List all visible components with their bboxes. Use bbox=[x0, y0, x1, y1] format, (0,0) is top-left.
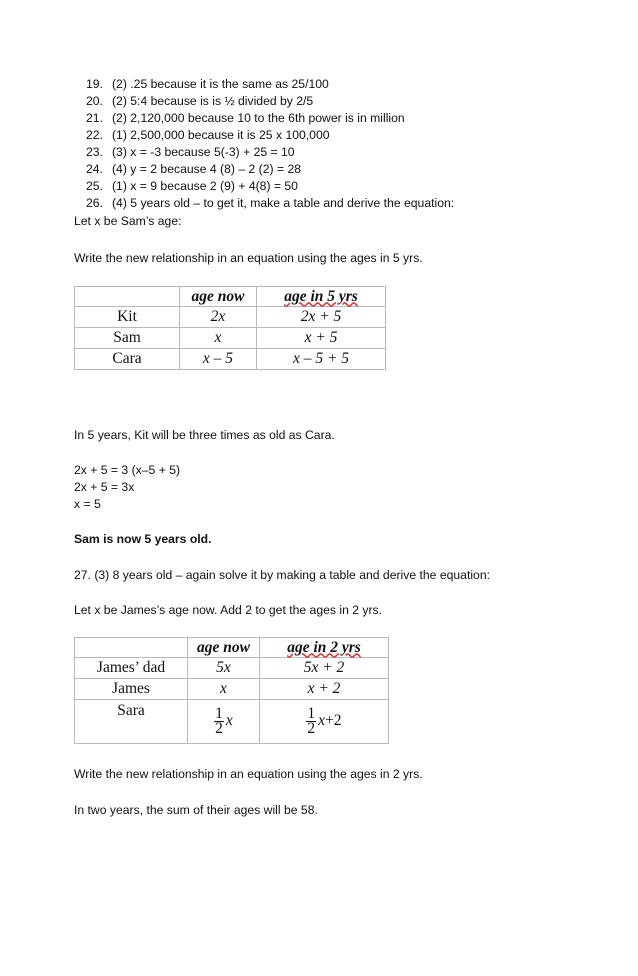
table-cell: x – 5 + 5 bbox=[257, 349, 386, 370]
table-header-row bbox=[75, 287, 386, 307]
paragraph-let-james: Let x be James’s age now. Add 2 to get the ages in 2 yrs. bbox=[74, 603, 383, 617]
plus-term: +2 bbox=[325, 712, 342, 730]
fraction-numerator: 1 bbox=[215, 705, 223, 722]
answer-text: (2) .25 because it is the same as 25/100 bbox=[112, 77, 329, 91]
table-cell: James’ dad bbox=[75, 658, 188, 679]
answer-number: 24. bbox=[86, 162, 103, 176]
answer-item bbox=[86, 127, 454, 144]
table-cell: Kit bbox=[75, 307, 180, 328]
table-header bbox=[260, 638, 389, 658]
paragraph-write-2yrs: Write the new relationship in an equation using the ages in 2 yrs. bbox=[74, 767, 423, 781]
answer-number: 26. bbox=[86, 196, 103, 210]
answer-item bbox=[86, 178, 454, 195]
answer-number: 21. bbox=[86, 111, 103, 125]
paragraph-let-sam: Let x be Sam’s age: bbox=[74, 214, 182, 228]
fraction-denominator: 2 bbox=[307, 720, 316, 737]
age-table-5yrs bbox=[74, 286, 386, 370]
table-cell: 5x + 2 bbox=[260, 658, 389, 679]
table-row bbox=[75, 328, 386, 349]
answer-item bbox=[86, 76, 454, 93]
table-cell bbox=[188, 700, 260, 744]
table-row bbox=[75, 349, 386, 370]
answer-list bbox=[86, 76, 454, 212]
table-cell: 2x bbox=[180, 307, 257, 328]
table-header: age now bbox=[188, 638, 260, 658]
age-table-2yrs bbox=[74, 637, 389, 744]
table-header bbox=[257, 287, 386, 307]
table-cell: x + 2 bbox=[260, 679, 389, 700]
sam-answer: Sam is now 5 years old. bbox=[74, 532, 212, 546]
table-header bbox=[75, 638, 188, 658]
answer-number: 19. bbox=[86, 77, 103, 91]
fraction-denominator: 2 bbox=[215, 720, 223, 737]
answer-text: (2) 5:4 because is is ½ divided by 2/5 bbox=[112, 94, 314, 108]
fraction bbox=[214, 707, 224, 736]
equation-line: x = 5 bbox=[74, 497, 101, 511]
table-row bbox=[75, 700, 389, 744]
table-header: age now bbox=[180, 287, 257, 307]
answer-number: 20. bbox=[86, 94, 103, 108]
table-cell: x bbox=[180, 328, 257, 349]
equation-line: 2x + 5 = 3 (x–5 + 5) bbox=[74, 463, 181, 477]
answer-text: (4) y = 2 because 4 (8) – 2 (2) = 28 bbox=[112, 162, 302, 176]
table-header bbox=[75, 287, 180, 307]
paragraph-sum: In two years, the sum of their ages will be 58. bbox=[74, 803, 318, 817]
variable: x bbox=[225, 712, 233, 730]
table-cell bbox=[260, 700, 389, 744]
answer-text: (1) 2,500,000 because it is 25 x 100,000 bbox=[112, 128, 330, 142]
answer-number: 22. bbox=[86, 128, 103, 142]
table-cell: Sara bbox=[75, 700, 188, 744]
table-cell: 2x + 5 bbox=[257, 307, 386, 328]
answer-text: (3) x = -3 because 5(-3) + 25 = 10 bbox=[112, 145, 295, 159]
fraction bbox=[306, 707, 316, 736]
answer-number: 23. bbox=[86, 145, 103, 159]
table-row bbox=[75, 658, 389, 679]
answer-item bbox=[86, 195, 454, 212]
answer-text: (4) 5 years old – to get it, make a table and derive the equation: bbox=[112, 196, 455, 210]
variable: x bbox=[318, 712, 326, 730]
header-label: age in 2 yrs bbox=[287, 638, 361, 656]
table-cell: x – 5 bbox=[180, 349, 257, 370]
table-cell: Sam bbox=[75, 328, 180, 349]
table-cell: x + 5 bbox=[257, 328, 386, 349]
equation-line: 2x + 5 = 3x bbox=[74, 480, 135, 494]
table-cell: James bbox=[75, 679, 188, 700]
answer-item bbox=[86, 144, 454, 161]
paragraph-write-5yrs: Write the new relationship in an equation using the ages in 5 yrs. bbox=[74, 251, 423, 265]
paragraph-in-5-years: In 5 years, Kit will be three times as old as Cara. bbox=[74, 428, 335, 442]
answer-item bbox=[86, 93, 454, 110]
paragraph-27: 27. (3) 8 years old – again solve it by making a table and derive the equation: bbox=[74, 568, 490, 582]
answer-item bbox=[86, 110, 454, 127]
answer-text: (2) 2,120,000 because 10 to the 6th power is in million bbox=[112, 111, 405, 125]
answer-number: 25. bbox=[86, 179, 103, 193]
table-cell: 5x bbox=[188, 658, 260, 679]
fraction-numerator: 1 bbox=[307, 705, 316, 722]
table-row bbox=[75, 307, 386, 328]
answer-text: (1) x = 9 because 2 (9) + 4(8) = 50 bbox=[112, 179, 298, 193]
header-label: age in 5 yrs bbox=[284, 287, 358, 305]
table-header-row bbox=[75, 638, 389, 658]
table-row bbox=[75, 679, 389, 700]
table-cell: x bbox=[188, 679, 260, 700]
table-cell: Cara bbox=[75, 349, 180, 370]
answer-item bbox=[86, 161, 454, 178]
